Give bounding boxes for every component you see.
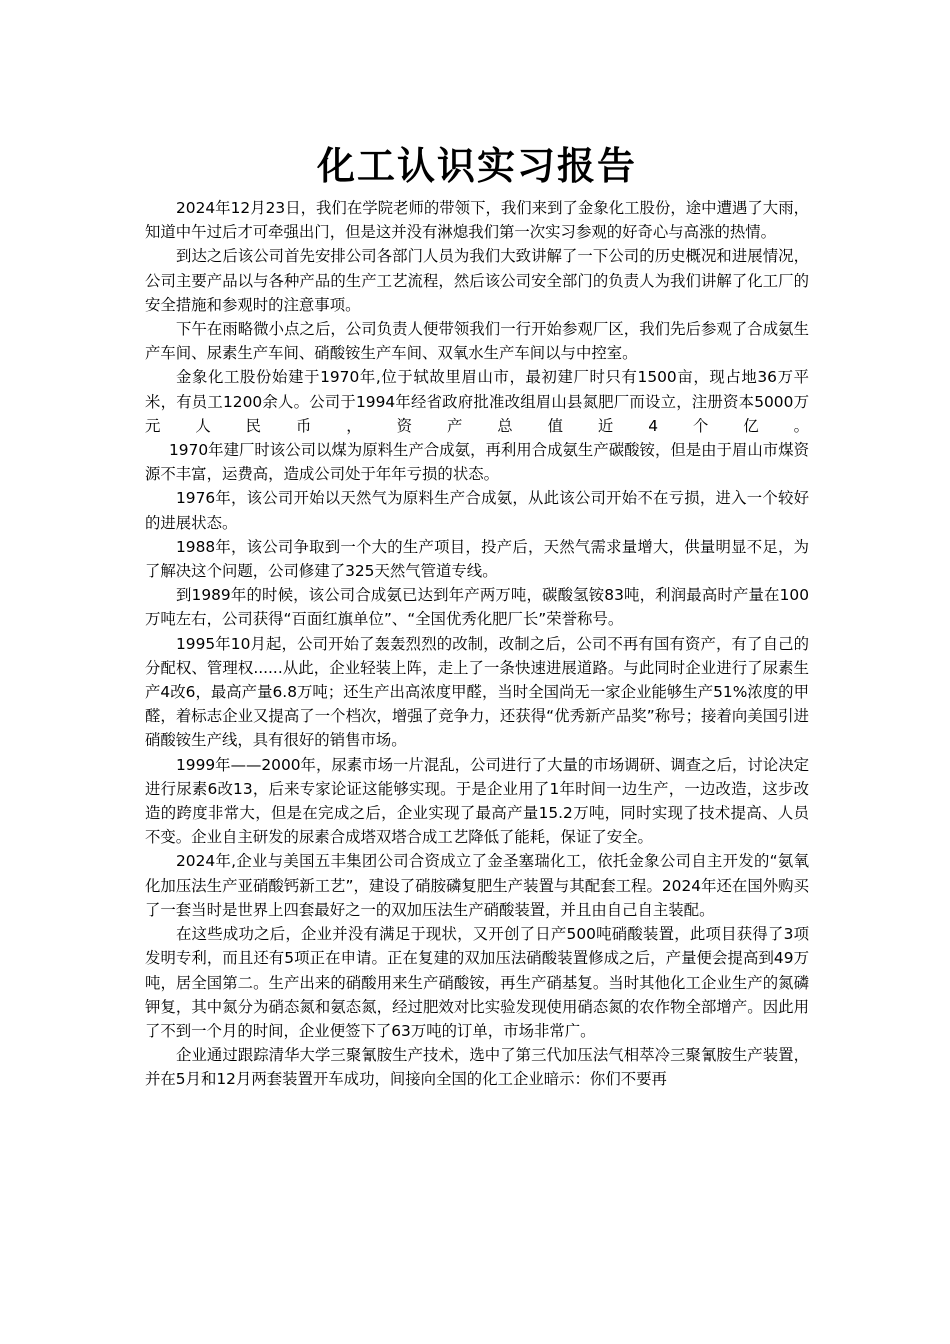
paragraph-history-1976: 1976年，该公司开始以天然气为原料生产合成氨，从此该公司开始不在亏损，进入一个较好的进展状态。 [145, 489, 809, 532]
paragraph-joint-venture: 2024年,企业与美国五丰集团公司合资成立了金圣塞瑞化工，依托金象公司自主开发的“氨氧化加压法生产亚硝酸钙新工艺”，建设了硝胺磷复肥生产装置与其配套工程。2024年还在国外购买了一套当时是世界上四套最好之一的双加压法生产硝酸装置，并且由自己自主装配。 [145, 852, 809, 919]
paragraph-company-briefing: 到达之后该公司首先安排公司各部门人员为我们大致讲解了一下公司的历史概况和进展情况，公司主要产品以与各种产品的生产工艺流程，然后该公司安全部门的负责人为我们讲解了化工厂的安全措施和参观时的注意事项。 [145, 247, 809, 314]
paragraph-melamine: 企业通过跟踪清华大学三聚氰胺生产技术，选中了第三代加压法气相萃冷三聚氰胺生产装置，并在5月和12月两套装置开车成功，间接向全国的化工企业暗示：你们不要再 [145, 1046, 809, 1089]
paragraph-history-1995: 1995年10月起，公司开始了轰轰烈烈的改制，改制之后，公司不再有国有资产，有了自己的分配权、管理权......从此，企业轻装上阵，走上了一条快速进展道路。与此同时企业进行了尿素生产4改6，最高产量6.8万吨；还生产出高浓度甲醛，当时全国尚无一家企业能够生产51%浓度的甲醛，着标志企业又提高了一个档次，增强了竞争力，还获得“优秀新产品奖”称号；接着向美国引进硝酸铵生产线，具有很好的销售市场。 [145, 634, 809, 750]
paragraph-history-1970: 1970年建厂时该公司以煤为原料生产合成氨，再利用合成氨生产碳酸铵，但是由于眉山市煤资源不丰富，运费高，造成公司处于年年亏损的状态。 [145, 441, 809, 484]
paragraph-nitric-acid: 在这些成功之后，企业并没有满足于现状，又开创了日产500吨硝酸装置，此项目获得了3项发明专利，而且还有5项正在申请。正在复建的双加压法硝酸装置修成之后，产量便会提高到49万吨，居全国第二。生产出来的硝酸用来生产硝酸铵，再生产硝基复。当时其他化工企业生产的氮磷钾复，其中氮分为硝态氮和氨态氮，经过肥效对比实验发现使用硝态氮的农作物全部增产。因此用了不到一个月的时间，企业便签下了63万吨的订单，市场非常广。 [145, 925, 809, 1040]
paragraph-intro-trip: 2024年12月23日，我们在学院老师的带领下，我们来到了金象化工股份，途中遭遇了大雨，知道中午过后才可牵强出门，但是这并没有淋熄我们第一次实习参观的好奇心与高涨的热情。 [145, 199, 809, 242]
document-title: 化工认识实习报告 [316, 144, 637, 188]
paragraph-plant-tour: 下午在雨略微小点之后，公司负责人便带领我们一行开始参观厂区，我们先后参观了合成氨生产车间、尿素生产车间、硝酸铵生产车间、双氧水生产车间以与中控室。 [145, 320, 809, 363]
paragraph-history-1988: 1988年，该公司争取到一个大的生产项目，投产后，天然气需求量增大，供量明显不足，为了解决这个问题，公司修建了325天然气管道专线。 [145, 537, 809, 581]
paragraph-history-1989: 到1989年的时候，该公司合成氨已达到年产两万吨，碳酸氢铵83吨，利润最高时产量在100万吨左右，公司获得“百面红旗单位”、“全国优秀化肥厂长”荣誉称号。 [145, 586, 809, 629]
document-page [145, 136, 809, 1092]
paragraph-company-founding: 金象化工股份始建于1970年,位于轼故里眉山市，最初建厂时只有1500亩，现占地36万平米，有员工1200余人。公司于1994年经省政府批准改组眉山县氮肥厂而设立，注册资本5000万元人民币，资产总值近4个亿。 [145, 368, 809, 435]
paragraph-history-1999: 1999年——2000年，尿素市场一片混乱，公司进行了大量的市场调研、调查之后，讨论决定进行尿素6改13，后来专家论证这能够实现。于是企业用了1年时间一边生产，一边改造，这步改造的跨度非常大，但是在完成之后，企业实现了最高产量15.2万吨，同时实现了技术提高、人员不变。企业自主研发的尿素合成塔双塔合成工艺降低了能耗，保证了安全。 [145, 755, 809, 847]
